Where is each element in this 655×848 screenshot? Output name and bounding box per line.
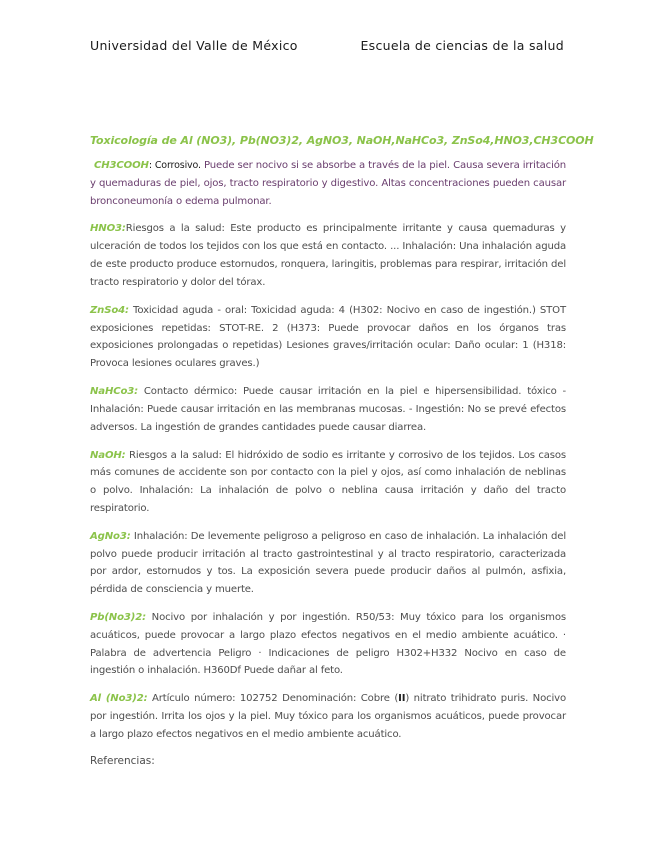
section-text-hno3: Riesgos a la salud: Este producto es principalmente irritante y causa quemaduras y ulceración de todos los tejidos con los que está en contacto. ... Inhalación: Una inhalación aguda de este producto produce estornudos, ronquera, laringitis, problemas para respirar, irritación del tracto respiratorio y dolor del tórax.: [90, 223, 566, 288]
section-text-alno3-b: ) nitrato trihidrato puris. Nocivo por ingestión. Irrita los ojos y la piel. Muy tóxico para los organismos acuáticos, puede provocar a largo plazo efectos negativos en el medio ambiente acuático.: [90, 693, 567, 740]
section-text-agno3: Inhalación: De levemente peligroso a peligroso en caso de inhalación. La inhalación del polvo puede producir irritación al tracto gastrointestinal y al tracto respiratorio, caracterizada por ardor, estornudos y tos. La exposición severa puede producir daños al pulmón, asfixia, pérdida de consciencia y muerte.: [90, 530, 566, 596]
header-university: Universidad del Valle de México: [90, 38, 298, 53]
chem-label-alno3: Al (No3)2:: [90, 693, 148, 705]
header-school: Escuela de ciencias de la salud: [360, 38, 564, 53]
document-body: [90, 133, 594, 770]
references-heading: Referencias:: [90, 754, 155, 767]
chem-label-naoh: NaOH:: [90, 449, 126, 461]
chem-label-agno3: AgNo3:: [90, 530, 131, 542]
section-znso4: [90, 302, 566, 373]
section-text-ch3cooh: Puede ser nocivo si se absorbe a través de la piel. Causa severa irritación y quemaduras de piel, ojos, tracto respiratorio y digestivo. Altas concentraciones pueden causar bronconeumonía o edema pulmonar.: [90, 160, 567, 207]
chem-label-nahco3: NaHCo3:: [90, 386, 139, 398]
hazard-label-corrosivo: : Corrosivo.: [148, 160, 201, 171]
chem-label-ch3cooh: CH3COOH: [94, 160, 149, 171]
section-agno3: [90, 528, 566, 599]
section-text-znso4: Toxicidad aguda - oral: Toxicidad aguda: 4 (H302: Nocivo en caso de ingestión.) STOT exposiciones repetidas: STOT-RE. 2 (H373: Puede provocar daños en los órganos tras exposiciones prolongadas o repetidas) Lesiones graves/irritación ocular: Daño ocular: 1 (H318: Provoca lesiones oculares graves.): [90, 304, 566, 370]
section-text-alno3-a: Artículo número: 102752 Denominación: Cobre (: [147, 693, 399, 705]
chem-label-pbno32: Pb(No3)2:: [90, 612, 146, 624]
roman-numeral: II: [398, 693, 406, 705]
section-ch3cooh: [90, 157, 566, 210]
chem-label-znso4: ZnSo4:: [90, 304, 129, 316]
section-naoh: [90, 447, 566, 518]
section-pbno32: [90, 609, 566, 680]
section-text-pbno32: Nocivo por inhalación y por ingestión. R50/53: Muy tóxico para los organismos acuáticos, puede provocar a largo plazo efectos negativos en el medio ambiente acuático. · Palabra de advertencia Peligro · Indicaciones de peligro H302+H332 Nocivo en caso de ingestión o inhalación. H360Df Puede dañar al feto.: [90, 612, 566, 677]
section-hno3: [90, 220, 566, 291]
section-alno3: [90, 690, 566, 743]
section-nahco3: [90, 383, 566, 436]
section-text-naoh: Riesgos a la salud: El hidróxido de sodio es irritante y corrosivo de los tejidos. Los casos más comunes de accidente son por contacto con la piel y ojos, así como inhalación de neblinas o polvo. Inhalación: La inhalación de polvo o neblina causa irritación y daño del tracto respiratorio.: [90, 449, 566, 514]
chem-label-hno3: HNO3:: [90, 223, 126, 235]
document-title: Toxicología de Al (NO3), Pb(NO3)2, AgNO3, NaOH,NaHCo3, ZnSo4,HNO3,CH3COOH: [90, 134, 594, 147]
section-text-nahco3: Contacto dérmico: Puede causar irritación en la piel e hipersensibilidad. tóxico - Inhalación: Puede causar irritación en las membranas mucosas. - Ingestión: No se prevé efectos adversos. La ingestión de grandes cantidades puede causar diarrea.: [90, 386, 566, 433]
